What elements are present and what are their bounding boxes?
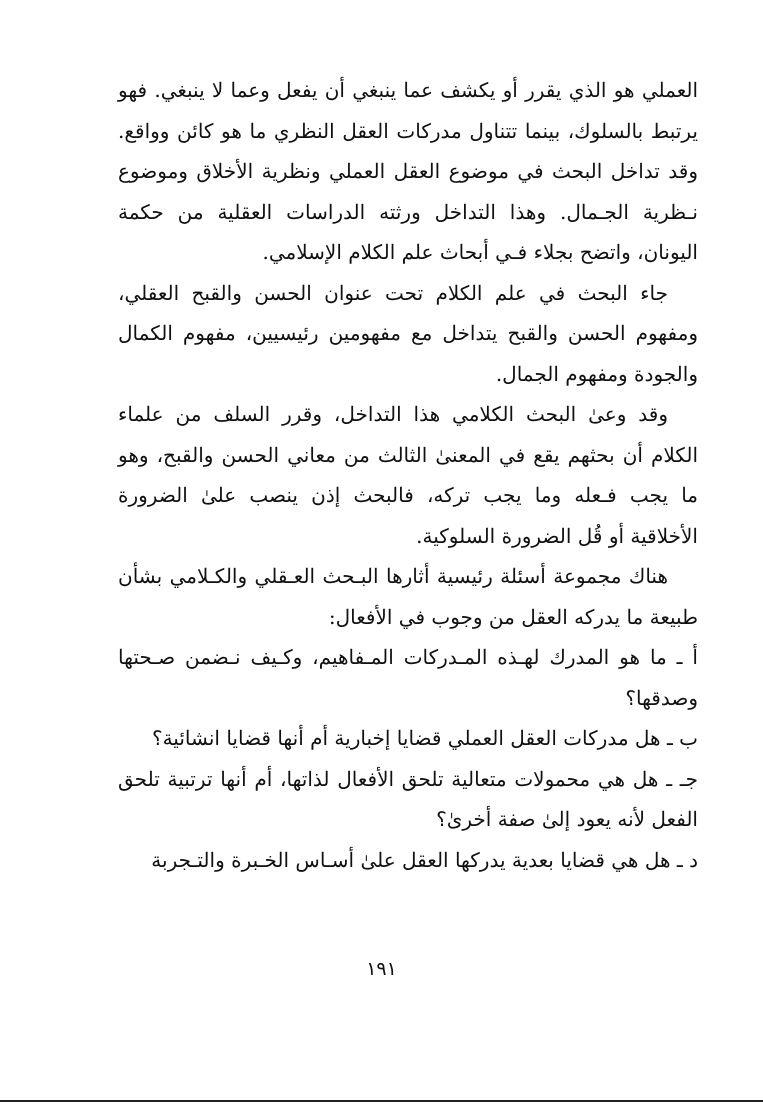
paragraph-2: جاء البحث في علم الكلام تحت عنوان الحسن والقبح العقلي، ومفهوم الحسن والقبح يتداخل مع مفهومين رئيسيين، مفهوم الكمال والجودة ومفهوم الجمال. (118, 280, 698, 386)
paragraph-4: هناك مجموعة أسئلة رئيسية أثارها البـحث العـقلي والكـلامي بشأن طبيعة ما يدركه العقل من وجوب في الأفعال: (118, 564, 698, 629)
question-d: د ـ هل هي قضايا بعدية يدركها العقل علىٰ أسـاس الخـبرة والتـجربة (151, 847, 698, 872)
page-number: ١٩١ (366, 958, 397, 980)
paragraph-1: العملي هو الذي يقرر أو يكشف عما ينبغي أن يفعل وعما لا ينبغي. فهو يرتبط بالسلوك، بينما تتناول مدركات العقل النظري ما هو كائن وواقع. وقد تداخل البحث في موضوع العقل العملي ونظرية الأخلاق وموضوع نـظرية الجـمال. وهذا التداخل ورثته الدراسات العقلية من حكمة اليونان، واتضح بجلاء فـي أبحاث علم الكلام الإسلامي. (118, 78, 698, 264)
paragraph-3: وقد وعىٰ البحث الكلامي هذا التداخل، وقرر السلف من علماء الكلام أن بحثهم يقع في المعنىٰ الثالث من معاني الحسن والقبح، وهو ما يجب فـعله وما يجب تركه، فالبحث إذن ينصب علىٰ الضرورة الأخلاقية أو قُل الضرورة السلوكية. (118, 402, 698, 548)
question-a: أ ـ ما هو المدرك لهـذه المـدركات المـفاهيم، وكـيف نـضمن صـحتها وصدقها؟ (118, 645, 698, 710)
bottom-divider (0, 1100, 763, 1102)
question-c: جـ ـ هل هي محمولات متعالية تلحق الأفعال لذاتها، أم أنها ترتبية تلحق الفعل لأنه يعود إلىٰ صفة أخرىٰ؟ (118, 766, 698, 831)
body-text (118, 70, 698, 880)
question-b: ب ـ هل مدركات العقل العملي قضايا إخبارية أم أنها قضايا انشائية؟ (151, 726, 698, 750)
